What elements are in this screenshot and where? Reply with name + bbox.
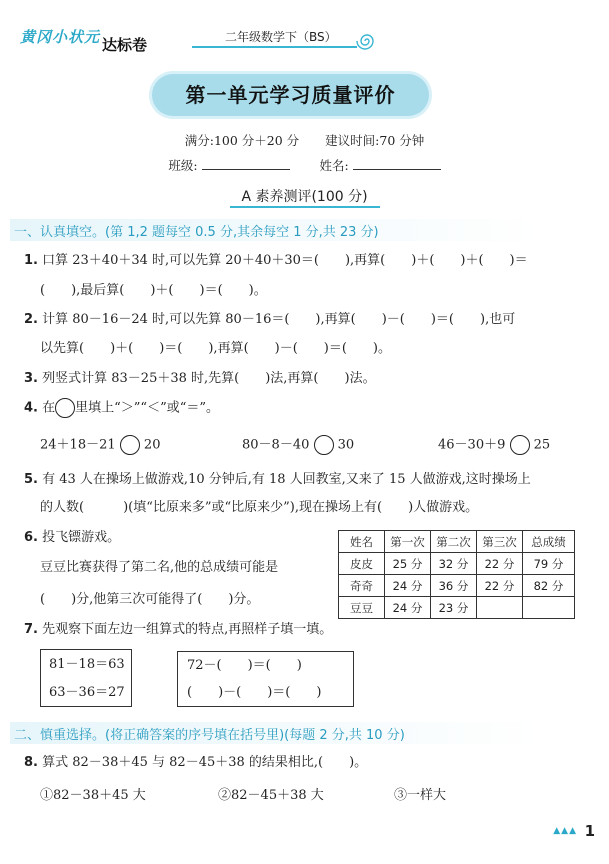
name-label: 姓名: <box>319 158 349 173</box>
fill-line-1[interactable]: 72－( )＝( ) <box>187 658 302 673</box>
table-cell[interactable] <box>477 597 523 619</box>
question-number: 7. <box>24 622 38 637</box>
compare-right: 25 <box>533 437 551 453</box>
page-number: 1 <box>584 822 595 840</box>
compare-left: 46－30＋9 <box>438 437 506 453</box>
score-time-line <box>0 131 609 149</box>
question-number: 5. <box>24 472 38 487</box>
compare-item-3 <box>438 435 550 456</box>
question-5-text: 有 43 人在操场上做游戏,10 分钟后,有 18 人回教室,又来了 15 人做游戏,这时操场上 <box>42 472 531 487</box>
compare-circle[interactable] <box>120 435 140 455</box>
example-line-2: 63－36＝27 <box>49 685 125 700</box>
question-2-text: 计算 80－16－24 时,可以先算 80－16＝( ),再算( )－( )＝( ),也可 <box>42 312 516 327</box>
section-a-underline <box>230 206 380 208</box>
question-1-text-cont: ( ),最后算( )＋( )＝( )。 <box>40 283 267 298</box>
question-2-line-1 <box>24 310 515 330</box>
table-row <box>339 575 575 597</box>
question-6-title <box>24 528 120 548</box>
grade-label: 二年级数学下（BS） <box>225 30 337 44</box>
grade-underline <box>192 46 357 48</box>
page-decoration: ▲▲▲ <box>553 826 577 836</box>
question-5-line-2 <box>40 498 478 518</box>
section-a-title: A 素养测评(100 分) <box>241 189 368 205</box>
name-field[interactable] <box>353 156 441 170</box>
question-5-text-cont: 的人数( )(填“比原来多”或“比原来少”),现在操场上有( )人做游戏。 <box>40 500 479 515</box>
compare-right: 30 <box>337 437 355 453</box>
question-1-line-1 <box>24 251 528 271</box>
page-title: 第一单元学习质量评价 <box>185 83 396 107</box>
question-6-line-1 <box>40 558 278 578</box>
question-7-text: 先观察下面左边一组算式的特点,再照样子填一填。 <box>42 622 333 637</box>
table-cell: 25 分 <box>385 553 431 575</box>
table-row <box>339 553 575 575</box>
question-4-suffix: 里填上“＞”“＜”或“＝”。 <box>75 400 220 416</box>
option-3[interactable]: ③一样大 <box>394 788 447 803</box>
question-3-text: 列竖式计算 83－25＋38 时,先算( )法,再算( )法。 <box>42 371 376 386</box>
compare-item-2 <box>242 435 354 456</box>
question-3 <box>24 369 376 389</box>
question-number: 6. <box>24 530 38 545</box>
table-header: 第三次 <box>477 531 523 553</box>
table-cell: 22 分 <box>477 553 523 575</box>
option-1[interactable]: ①82－38＋45 大 <box>40 788 146 803</box>
table-cell: 皮皮 <box>339 553 385 575</box>
question-1-text: 口算 23＋40＋34 时,可以先算 20＋40＋30＝( ),再算( )＋( )＋( )＝ <box>42 253 528 268</box>
table-cell[interactable] <box>523 597 575 619</box>
question-4-prefix: 在 <box>42 400 56 416</box>
option-2[interactable]: ②82－45＋38 大 <box>218 788 324 803</box>
table-header-row <box>339 531 575 553</box>
table-header: 第一次 <box>385 531 431 553</box>
question-2-line-2 <box>40 339 391 359</box>
table-row <box>339 597 575 619</box>
question-4 <box>24 398 219 419</box>
fill-line-2[interactable]: ( )－( )＝( ) <box>187 685 322 700</box>
question-number: 4. <box>24 400 38 416</box>
question-6-line-2 <box>40 590 259 610</box>
table-header: 第二次 <box>431 531 477 553</box>
section-1-heading: 一、认真填空。(第 1,2 题每空 0.5 分,其余每空 1 分,共 23 分) <box>14 225 379 240</box>
circle-icon <box>55 398 75 418</box>
question-8-text: 算式 82－38＋45 与 82－45＋38 的结果相比,( )。 <box>42 755 368 770</box>
example-line-1: 81－18＝63 <box>49 657 125 672</box>
table-header: 总成绩 <box>523 531 575 553</box>
compare-circle[interactable] <box>314 435 334 455</box>
table-cell: 24 分 <box>385 597 431 619</box>
compare-circle[interactable] <box>510 435 530 455</box>
question-6-text: 投飞镖游戏。 <box>42 530 121 545</box>
student-info-line <box>0 156 609 174</box>
swirl-icon <box>354 30 380 52</box>
brand-subtitle: 达标卷 <box>102 36 148 54</box>
question-5-line-1 <box>24 470 531 490</box>
question-6-desc: 豆豆比赛获得了第二名,他的总成绩可能是 <box>40 560 279 575</box>
class-field[interactable] <box>202 156 290 170</box>
question-7 <box>24 620 332 640</box>
question-6-desc-cont: ( )分,他第三次可能得了( )分。 <box>40 592 260 607</box>
full-score: 满分:100 分＋20 分 <box>184 133 300 148</box>
class-label: 班级: <box>168 158 198 173</box>
table-header: 姓名 <box>339 531 385 553</box>
table-cell: 22 分 <box>477 575 523 597</box>
table-cell: 36 分 <box>431 575 477 597</box>
section-2-heading: 二、慎重选择。(将正确答案的序号填在括号里)(每题 2 分,共 10 分) <box>14 728 405 743</box>
compare-item-1 <box>40 435 160 456</box>
compare-left: 24＋18－21 <box>40 437 116 453</box>
table-cell: 23 分 <box>431 597 477 619</box>
table-cell: 32 分 <box>431 553 477 575</box>
score-table <box>338 530 575 619</box>
question-2-text-cont: 以先算( )＋( )＝( ),再算( )－( )＝( )。 <box>40 341 391 356</box>
table-cell: 24 分 <box>385 575 431 597</box>
question-number: 1. <box>24 253 38 268</box>
compare-left: 80－8－40 <box>242 437 310 453</box>
table-cell: 豆豆 <box>339 597 385 619</box>
table-cell: 奇奇 <box>339 575 385 597</box>
question-number: 3. <box>24 371 38 386</box>
table-cell: 79 分 <box>523 553 575 575</box>
compare-right: 20 <box>143 437 161 453</box>
question-1-line-2 <box>40 281 267 301</box>
brand-logo: 黄冈小状元 <box>20 28 101 46</box>
question-8 <box>24 753 367 773</box>
question-number: 8. <box>24 755 38 770</box>
question-number: 2. <box>24 312 38 327</box>
suggested-time: 建议时间:70 分钟 <box>325 133 425 148</box>
table-cell: 82 分 <box>523 575 575 597</box>
